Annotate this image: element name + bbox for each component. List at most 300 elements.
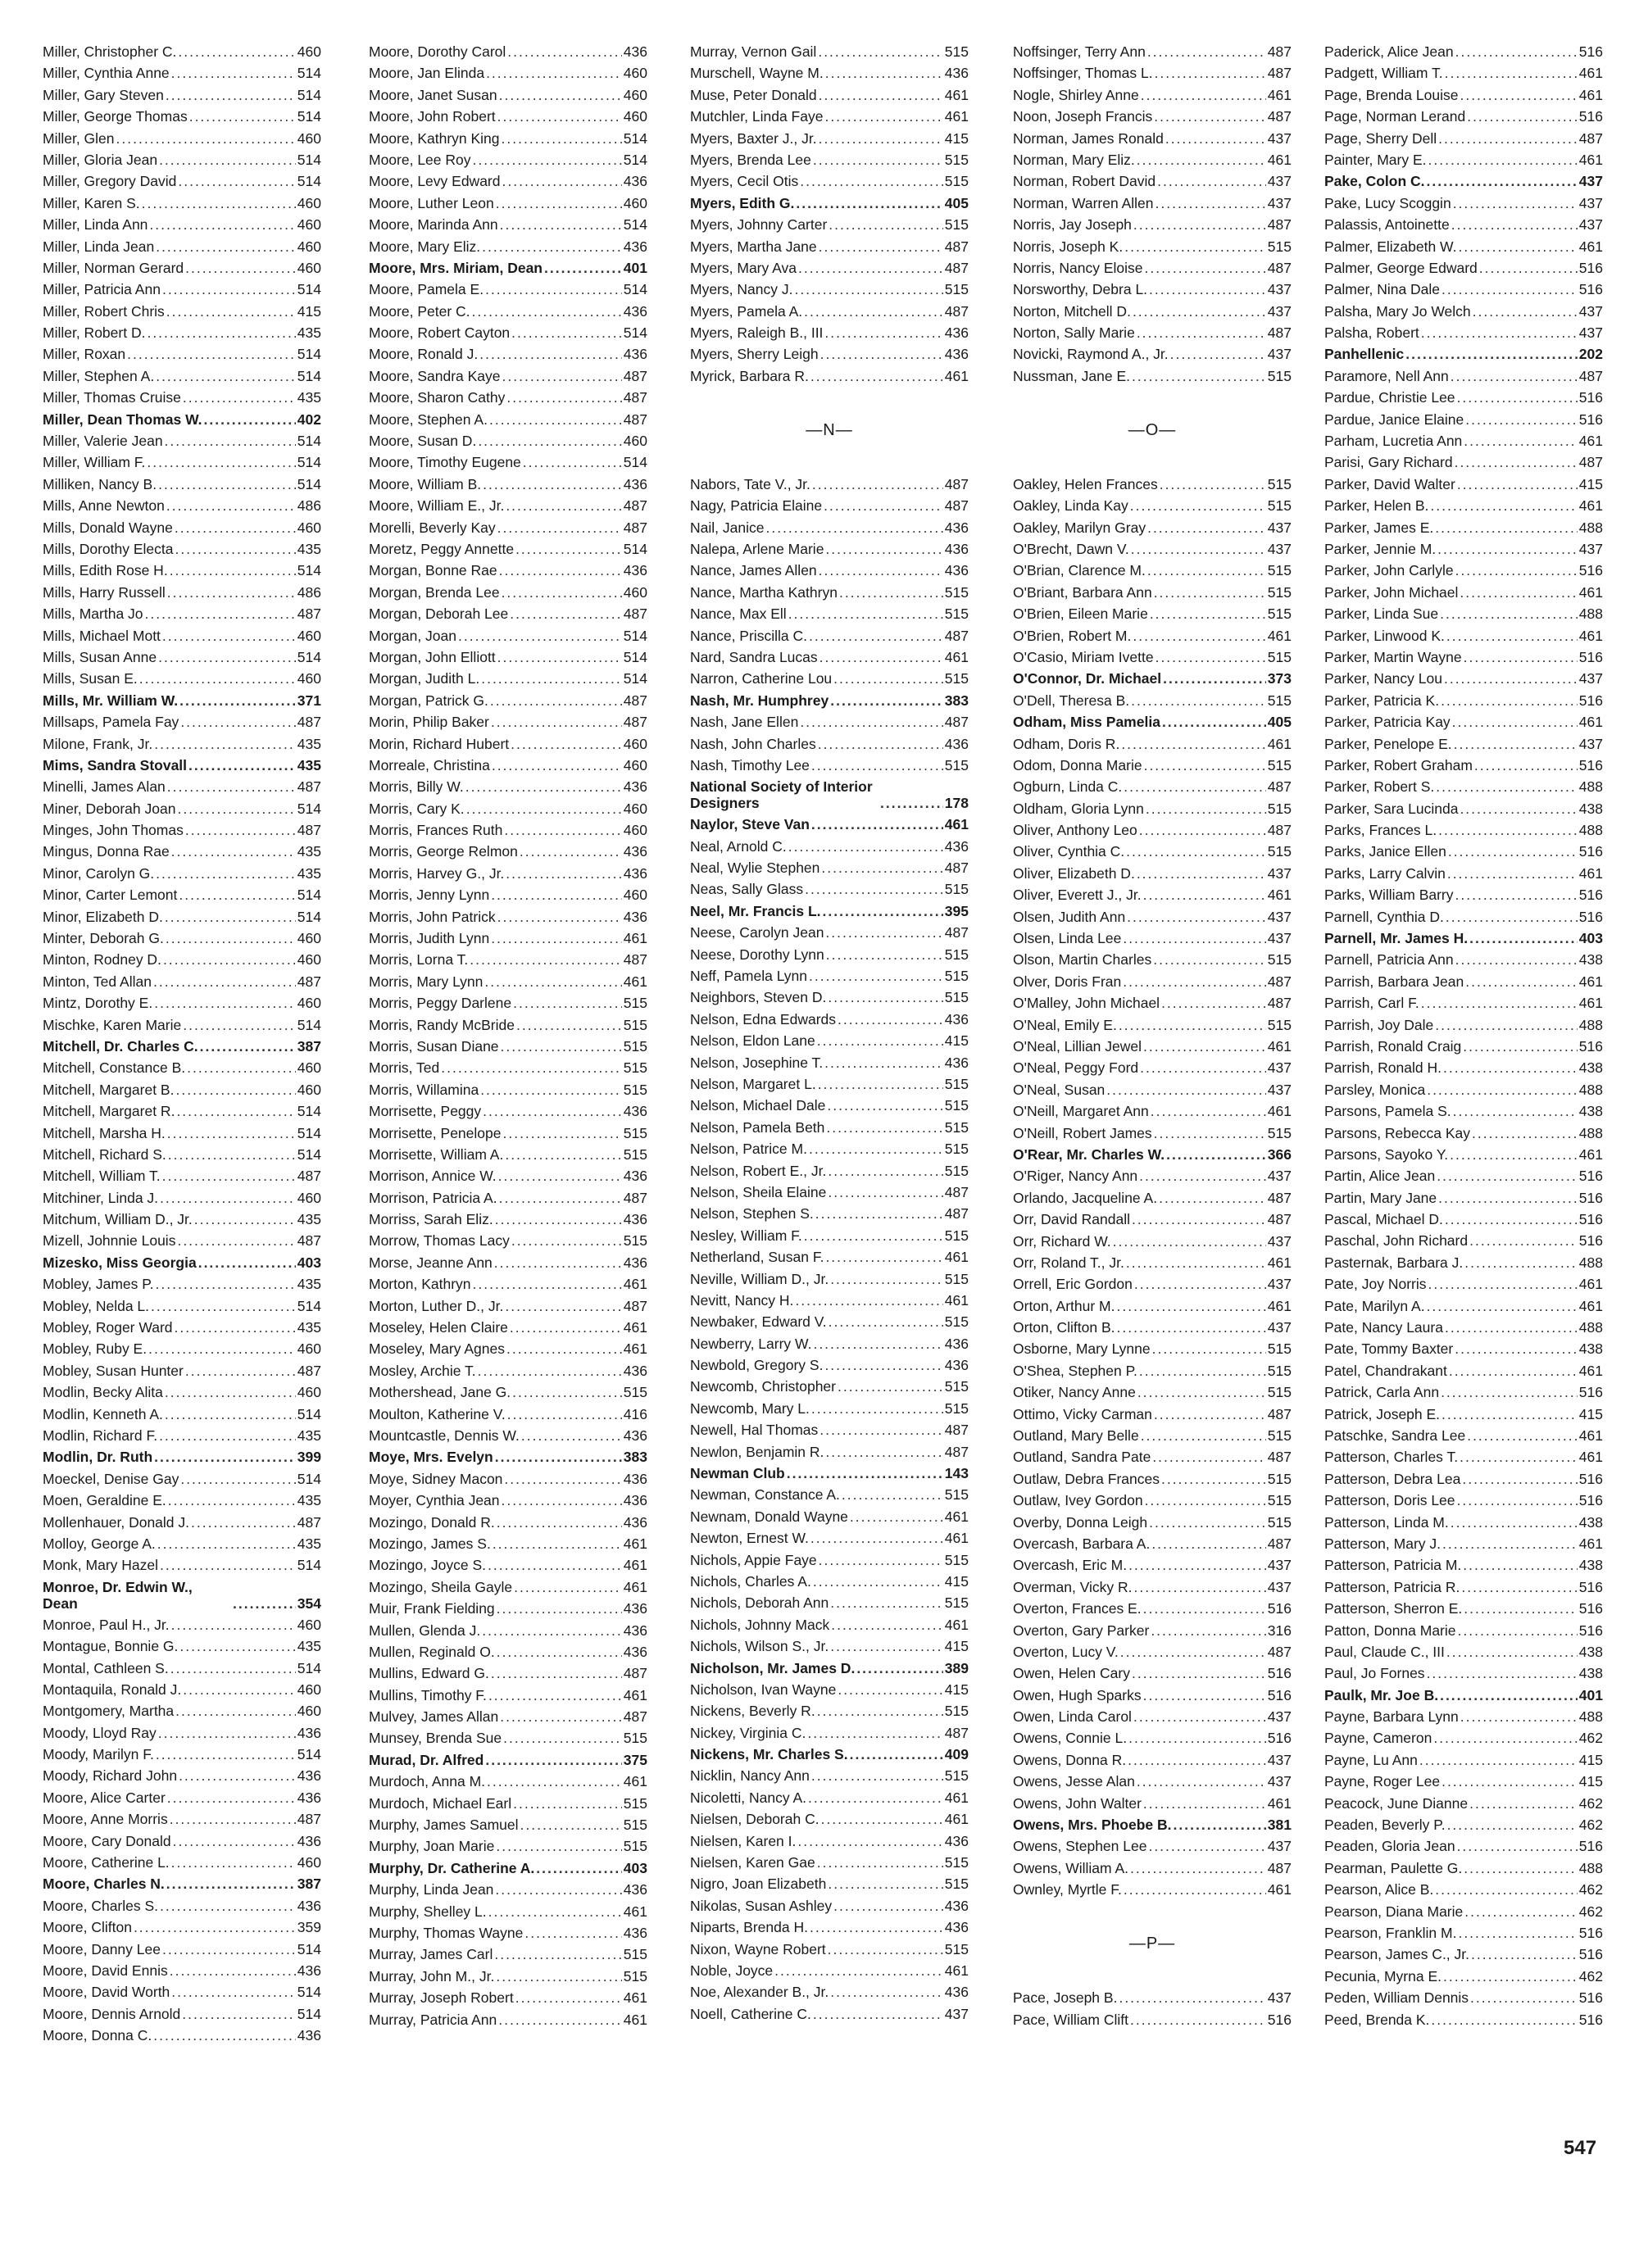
index-entry xyxy=(1013,603,1292,624)
index-entry xyxy=(1324,928,1603,949)
leader-dots xyxy=(513,992,622,1014)
entry-page-number: 461 xyxy=(1578,627,1603,644)
leader-dots xyxy=(795,1290,942,1311)
entry-name: Orton, Clifton B. xyxy=(1013,1319,1115,1336)
entry-name: Payne, Roger Lee xyxy=(1324,1773,1441,1790)
entry-page-number: 460 xyxy=(297,1384,321,1401)
entry-name: Osborne, Mary Lynne xyxy=(1013,1340,1151,1358)
index-entry xyxy=(690,1679,969,1700)
leader-dots xyxy=(496,1966,621,1987)
entry-name: Moseley, Mary Agnes xyxy=(369,1340,505,1358)
index-entry xyxy=(1013,1381,1292,1403)
leader-dots xyxy=(819,128,943,149)
leader-dots xyxy=(486,62,622,84)
entry-page-number: 516 xyxy=(1578,281,1603,298)
index-entry xyxy=(43,1852,321,1873)
index-entry xyxy=(1013,1835,1292,1857)
entry-page-number: 436 xyxy=(623,173,647,190)
entry-name: Morgan, Bonne Rae xyxy=(369,562,497,579)
leader-dots xyxy=(1120,1641,1266,1662)
leader-dots xyxy=(800,711,942,733)
leader-dots xyxy=(1154,106,1266,127)
leader-dots xyxy=(813,149,943,170)
leader-dots xyxy=(1442,1771,1578,1792)
entry-page-number: 487 xyxy=(944,1183,969,1200)
leader-dots xyxy=(162,1165,296,1186)
entry-page-number: 437 xyxy=(1267,1276,1292,1293)
index-entry xyxy=(690,170,969,192)
leader-dots xyxy=(804,1225,943,1246)
leader-dots xyxy=(1442,1533,1578,1554)
leader-dots xyxy=(1441,1381,1578,1403)
entry-name: Parker, John Carlyle xyxy=(1324,562,1454,579)
entry-name: Page, Norman Lerand xyxy=(1324,108,1466,125)
entry-name: Odom, Donna Marie xyxy=(1013,756,1142,773)
leader-dots xyxy=(1130,495,1266,516)
leader-dots xyxy=(824,106,942,127)
entry-page-number: 415 xyxy=(1578,1773,1603,1790)
leader-dots xyxy=(1147,560,1266,581)
entry-page-number: 437 xyxy=(1578,324,1603,342)
index-entry xyxy=(43,1700,321,1721)
entry-name: Payne, Cameron xyxy=(1324,1730,1432,1747)
entry-name: Milone, Frank, Jr. xyxy=(43,735,153,752)
leader-dots xyxy=(825,538,942,560)
entry-name: Nabors, Tate V., Jr. xyxy=(690,475,810,492)
leader-dots xyxy=(178,170,295,192)
leader-dots xyxy=(159,1425,296,1446)
leader-dots xyxy=(1143,1598,1266,1619)
entry-page-number: 514 xyxy=(623,216,647,234)
leader-dots xyxy=(490,690,622,711)
entry-name: Nash, Jane Ellen xyxy=(690,714,799,731)
entry-page-number: 415 xyxy=(1578,475,1603,492)
leader-dots xyxy=(507,41,622,62)
leader-dots xyxy=(1155,193,1266,214)
index-entry xyxy=(43,1981,321,2003)
index-entry xyxy=(43,1079,321,1100)
entry-page-number: 381 xyxy=(1267,1817,1292,1834)
index-entry xyxy=(1324,1576,1603,1598)
entry-name: Panhellenic xyxy=(1324,346,1405,363)
entry-page-number: 488 xyxy=(1578,822,1603,839)
leader-dots xyxy=(472,301,622,322)
entry-page-number: 437 xyxy=(1267,1557,1292,1574)
entry-page-number: 487 xyxy=(623,389,647,406)
index-entry xyxy=(690,1830,969,1852)
index-entry xyxy=(1013,668,1292,689)
leader-dots xyxy=(170,1808,296,1830)
entry-name: Nash, Timothy Lee xyxy=(690,756,810,773)
entry-name: Modlin, Dr. Ruth xyxy=(43,1449,153,1466)
leader-dots xyxy=(1460,1706,1578,1727)
entry-name: Norman, Robert David xyxy=(1013,173,1156,190)
entry-name: Patterson, Mary J. xyxy=(1324,1535,1441,1552)
index-entry xyxy=(43,1295,321,1317)
entry-name: Noffsinger, Thomas L. xyxy=(1013,65,1153,82)
entry-name: Nichols, Deborah Ann xyxy=(690,1594,829,1612)
index-entry xyxy=(43,1187,321,1209)
leader-dots xyxy=(1127,906,1266,928)
entry-name: Nance, Priscilla C. xyxy=(690,627,807,644)
index-entry xyxy=(690,1635,969,1657)
entry-page-number: 415 xyxy=(944,1032,969,1050)
leader-dots xyxy=(1460,582,1577,603)
index-entry xyxy=(1013,992,1292,1014)
entry-page-number: 487 xyxy=(1578,367,1603,384)
entry-page-number: 461 xyxy=(1267,1254,1292,1271)
leader-dots xyxy=(1457,1490,1578,1511)
leader-dots xyxy=(1428,1273,1577,1295)
index-column-5 xyxy=(1324,41,1603,2030)
entry-name: Nesley, William F. xyxy=(690,1227,802,1244)
entry-page-number: 487 xyxy=(944,259,969,276)
entry-page-number: 516 xyxy=(1578,843,1603,860)
entry-page-number: 461 xyxy=(1578,433,1603,450)
index-entry xyxy=(369,1922,647,1944)
index-entry xyxy=(690,84,969,106)
entry-page-number: 436 xyxy=(623,1211,647,1228)
entry-name: Miner, Deborah Joan xyxy=(43,800,176,817)
entry-name: Odham, Doris R. xyxy=(1013,735,1120,752)
leader-dots xyxy=(165,906,296,928)
entry-page-number: 514 xyxy=(297,1984,321,2001)
entry-page-number: 515 xyxy=(1267,1340,1292,1358)
leader-dots xyxy=(484,971,621,992)
entry-page-number: 436 xyxy=(623,1254,647,1271)
entry-name: Orlando, Jacqueline A. xyxy=(1013,1189,1158,1206)
leader-dots xyxy=(1134,1576,1266,1598)
entry-page-number: 514 xyxy=(297,173,321,190)
entry-name: Mitchiner, Linda J. xyxy=(43,1189,159,1206)
index-entry xyxy=(1013,1987,1292,2008)
entry-name: Montgomery, Martha xyxy=(43,1703,175,1720)
index-entry xyxy=(369,1814,647,1835)
index-entry xyxy=(369,1079,647,1100)
entry-page-number: 383 xyxy=(623,1449,647,1466)
leader-dots xyxy=(480,1079,622,1100)
entry-page-number: 438 xyxy=(1578,951,1603,968)
entry-page-number: 461 xyxy=(1578,65,1603,82)
entry-page-number: 461 xyxy=(1267,887,1292,904)
index-entry xyxy=(690,1895,969,1916)
entry-page-number: 516 xyxy=(1578,648,1603,665)
leader-dots xyxy=(194,1209,296,1230)
entry-page-number: 436 xyxy=(944,1054,969,1071)
entry-name: Payne, Lu Ann xyxy=(1324,1751,1418,1768)
leader-dots xyxy=(1443,1057,1578,1078)
entry-page-number: 515 xyxy=(944,281,969,298)
entry-page-number: 514 xyxy=(623,540,647,557)
entry-page-number: 435 xyxy=(297,324,321,342)
entry-page-number: 515 xyxy=(1267,1124,1292,1141)
entry-name: Parker, Robert Graham xyxy=(1324,756,1473,773)
entry-page-number: 435 xyxy=(297,540,321,557)
entry-name: Patterson, Patricia M. xyxy=(1324,1557,1462,1574)
index-entry xyxy=(369,1187,647,1209)
index-entry xyxy=(43,625,321,646)
entry-page-number: 461 xyxy=(944,1616,969,1633)
leader-dots xyxy=(838,1376,943,1397)
entry-page-number: 436 xyxy=(297,1897,321,1914)
index-entry xyxy=(43,1057,321,1078)
entry-name: Morton, Kathryn xyxy=(369,1276,471,1293)
index-entry xyxy=(369,1381,647,1403)
leader-dots xyxy=(524,1922,621,1944)
leader-dots xyxy=(511,322,622,343)
index-entry xyxy=(1013,538,1292,560)
index-entry xyxy=(43,1404,321,1425)
leader-dots xyxy=(170,1960,296,1981)
entry-name: Overby, Donna Leigh xyxy=(1013,1513,1148,1531)
leader-dots xyxy=(809,625,943,646)
leader-dots xyxy=(1443,1966,1578,1987)
entry-name: Neel, Mr. Francis L. xyxy=(690,902,821,919)
index-entry xyxy=(1013,1295,1292,1317)
entry-page-number: 461 xyxy=(1578,973,1603,990)
entry-name: Nelson, Edna Edwards xyxy=(690,1010,837,1027)
leader-dots xyxy=(1451,214,1578,235)
index-entry xyxy=(1013,863,1292,884)
leader-dots xyxy=(1427,1295,1578,1317)
leader-dots xyxy=(828,987,942,1008)
index-entry xyxy=(1324,1446,1603,1467)
index-entry xyxy=(690,301,969,322)
leader-dots xyxy=(482,1620,622,1641)
index-entry xyxy=(1324,690,1603,711)
leader-dots xyxy=(497,646,622,668)
leader-dots xyxy=(1455,884,1578,905)
entry-page-number: 415 xyxy=(1578,1751,1603,1768)
entry-name: Moore, Robert Cayton xyxy=(369,324,511,342)
leader-dots xyxy=(1421,992,1578,1014)
leader-dots xyxy=(826,1117,942,1138)
index-entry xyxy=(690,1916,969,1938)
leader-dots xyxy=(185,819,296,841)
entry-name: Parsons, Rebecca Kay xyxy=(1324,1124,1471,1141)
entry-page-number: 436 xyxy=(297,1962,321,1979)
entry-page-number: 515 xyxy=(944,1118,969,1136)
entry-name: Moore, Susan D. xyxy=(369,433,477,450)
entry-name: Mills, Donald Wayne xyxy=(43,519,173,536)
entry-page-number: 437 xyxy=(1578,216,1603,234)
index-entry xyxy=(43,1533,321,1554)
leader-dots xyxy=(829,1311,943,1332)
leader-dots xyxy=(160,1554,296,1576)
entry-name: Moore, Sharon Cathy xyxy=(369,389,506,406)
entry-page-number: 515 xyxy=(944,1854,969,1871)
leader-dots xyxy=(804,301,943,322)
entry-page-number: 515 xyxy=(944,43,969,60)
leader-dots xyxy=(1123,928,1265,949)
leader-dots xyxy=(204,409,296,430)
index-entry xyxy=(1324,1425,1603,1446)
index-entry xyxy=(690,1981,969,2003)
index-entry xyxy=(43,149,321,170)
index-entry xyxy=(43,193,321,214)
entry-page-number: 487 xyxy=(944,1205,969,1222)
leader-dots xyxy=(1128,1727,1266,1749)
index-entry xyxy=(1013,279,1292,300)
entry-page-number: 461 xyxy=(1578,995,1603,1012)
index-entry xyxy=(1324,1014,1603,1036)
entry-page-number: 461 xyxy=(1578,1276,1603,1293)
leader-dots xyxy=(134,1916,296,1938)
entry-name: Minter, Deborah G. xyxy=(43,930,164,947)
entry-page-number: 436 xyxy=(944,1010,969,1027)
entry-page-number: 516 xyxy=(1578,908,1603,925)
entry-name: Nicoletti, Nancy A. xyxy=(690,1789,806,1806)
leader-dots xyxy=(1130,2009,1266,2030)
index-entry xyxy=(1013,1273,1292,1295)
index-entry xyxy=(1013,214,1292,235)
index-entry xyxy=(690,62,969,84)
entry-name: Parrish, Ronald Craig xyxy=(1324,1037,1462,1055)
leader-dots xyxy=(1451,1512,1578,1533)
index-entry xyxy=(369,603,647,624)
entry-page-number: 438 xyxy=(1578,800,1603,817)
index-entry xyxy=(1324,2009,1603,2030)
leader-dots xyxy=(1137,1771,1266,1792)
leader-dots xyxy=(1446,1641,1578,1662)
leader-dots xyxy=(1140,1057,1266,1078)
entry-page-number: 461 xyxy=(1578,1297,1603,1314)
leader-dots xyxy=(807,1722,942,1744)
leader-dots xyxy=(504,1468,621,1490)
leader-dots xyxy=(1132,1662,1266,1684)
entry-name: Monk, Mary Hazel xyxy=(43,1557,159,1574)
leader-dots xyxy=(473,149,622,170)
leader-dots xyxy=(1455,949,1578,970)
leader-dots xyxy=(1469,928,1578,949)
entry-name: Oakley, Marilyn Gray xyxy=(1013,519,1146,536)
entry-page-number: 515 xyxy=(623,1384,647,1401)
entry-page-number: 516 xyxy=(1578,1037,1603,1055)
index-entry xyxy=(43,582,321,603)
entry-page-number: 515 xyxy=(944,1270,969,1287)
entry-page-number: 486 xyxy=(297,497,321,515)
entry-name: Nichols, Charles A. xyxy=(690,1572,811,1590)
leader-dots xyxy=(1132,1209,1266,1230)
index-entry xyxy=(690,582,969,603)
leader-dots xyxy=(1455,41,1578,62)
entry-name: Modlin, Becky Alita xyxy=(43,1384,163,1401)
leader-dots xyxy=(1146,798,1266,819)
index-entry xyxy=(43,819,321,841)
leader-dots xyxy=(1449,1360,1578,1381)
entry-name: Parsons, Sayoko Y. xyxy=(1324,1145,1449,1163)
entry-name: Mitchell, William T. xyxy=(43,1168,161,1185)
index-entry xyxy=(1013,755,1292,776)
entry-name: Overcash, Barbara A. xyxy=(1013,1535,1151,1552)
entry-name: Murphy, James Samuel xyxy=(369,1817,519,1834)
entry-page-number: 488 xyxy=(1578,1254,1603,1271)
leader-dots xyxy=(1149,1512,1266,1533)
leader-dots xyxy=(1438,128,1578,149)
entry-page-number: 460 xyxy=(623,756,647,773)
leader-dots xyxy=(488,1685,622,1706)
index-entry xyxy=(1013,343,1292,365)
index-entry xyxy=(1324,1554,1603,1576)
index-entry xyxy=(1324,711,1603,733)
index-entry xyxy=(690,1506,969,1527)
entry-page-number: 436 xyxy=(944,1919,969,1936)
entry-name: Padgett, William T. xyxy=(1324,65,1443,82)
entry-page-number: 487 xyxy=(623,1189,647,1206)
index-entry xyxy=(1324,1879,1603,1900)
index-entry xyxy=(43,1916,321,1938)
entry-name: Oldham, Gloria Lynn xyxy=(1013,800,1144,817)
index-entry xyxy=(369,928,647,949)
index-entry xyxy=(369,1512,647,1533)
leader-dots xyxy=(465,776,622,797)
entry-name: Moore, Sandra Kaye xyxy=(369,367,501,384)
entry-name: Nelson, Robert E., Jr. xyxy=(690,1162,827,1179)
index-entry xyxy=(369,106,647,127)
entry-name: Mulvey, James Allan xyxy=(369,1708,499,1726)
entry-name: Murray, Patricia Ann xyxy=(369,2011,497,2028)
entry-name: Moyer, Cynthia Jean xyxy=(369,1492,500,1509)
index-entry xyxy=(1013,1598,1292,1619)
entry-page-number: 515 xyxy=(944,1162,969,1179)
entry-name: Nance, James Allen xyxy=(690,562,817,579)
entry-page-number: 515 xyxy=(1267,1384,1292,1401)
entry-name: Moore, Ronald J. xyxy=(369,346,479,363)
entry-page-number: 437 xyxy=(1267,281,1292,298)
entry-page-number: 487 xyxy=(944,860,969,877)
index-entry xyxy=(43,646,321,668)
entry-name: Newnam, Donald Wayne xyxy=(690,1508,848,1525)
entry-page-number: 415 xyxy=(1578,1405,1603,1422)
index-entry xyxy=(43,560,321,581)
leader-dots xyxy=(173,1830,296,1852)
entry-page-number: 514 xyxy=(623,454,647,471)
entry-page-number: 514 xyxy=(297,65,321,82)
entry-page-number: 515 xyxy=(1267,1470,1292,1487)
leader-dots xyxy=(811,755,943,776)
entry-page-number: 515 xyxy=(1267,562,1292,579)
leader-dots xyxy=(1460,1446,1578,1467)
entry-page-number: 514 xyxy=(623,324,647,342)
entry-page-number: 461 xyxy=(1578,1535,1603,1552)
leader-dots xyxy=(162,279,296,300)
leader-dots xyxy=(824,1052,943,1073)
leader-dots xyxy=(1457,387,1578,408)
leader-dots xyxy=(179,1765,296,1786)
leader-dots xyxy=(1464,1857,1578,1879)
leader-dots xyxy=(499,560,622,581)
index-entry xyxy=(43,690,321,711)
index-entry xyxy=(43,1165,321,1186)
entry-name: Olsen, Judith Ann xyxy=(1013,908,1126,925)
index-entry xyxy=(1013,301,1292,322)
entry-page-number: 461 xyxy=(623,1989,647,2007)
entry-name: Nickens, Beverly R. xyxy=(690,1703,815,1720)
entry-page-number: 516 xyxy=(1578,108,1603,125)
entry-name: Overton, Gary Parker xyxy=(1013,1622,1150,1639)
entry-page-number: 437 xyxy=(1267,1232,1292,1250)
entry-page-number: 437 xyxy=(1578,302,1603,320)
entry-page-number: 515 xyxy=(944,1876,969,1893)
leader-dots xyxy=(831,1614,943,1635)
index-entry xyxy=(1013,1425,1292,1446)
index-entry xyxy=(690,1484,969,1505)
index-entry xyxy=(43,387,321,408)
leader-dots xyxy=(1151,1533,1265,1554)
entry-name: Parrish, Barbara Jean xyxy=(1324,973,1464,990)
entry-name: Morin, Philip Baker xyxy=(369,714,489,731)
leader-dots xyxy=(139,668,296,689)
